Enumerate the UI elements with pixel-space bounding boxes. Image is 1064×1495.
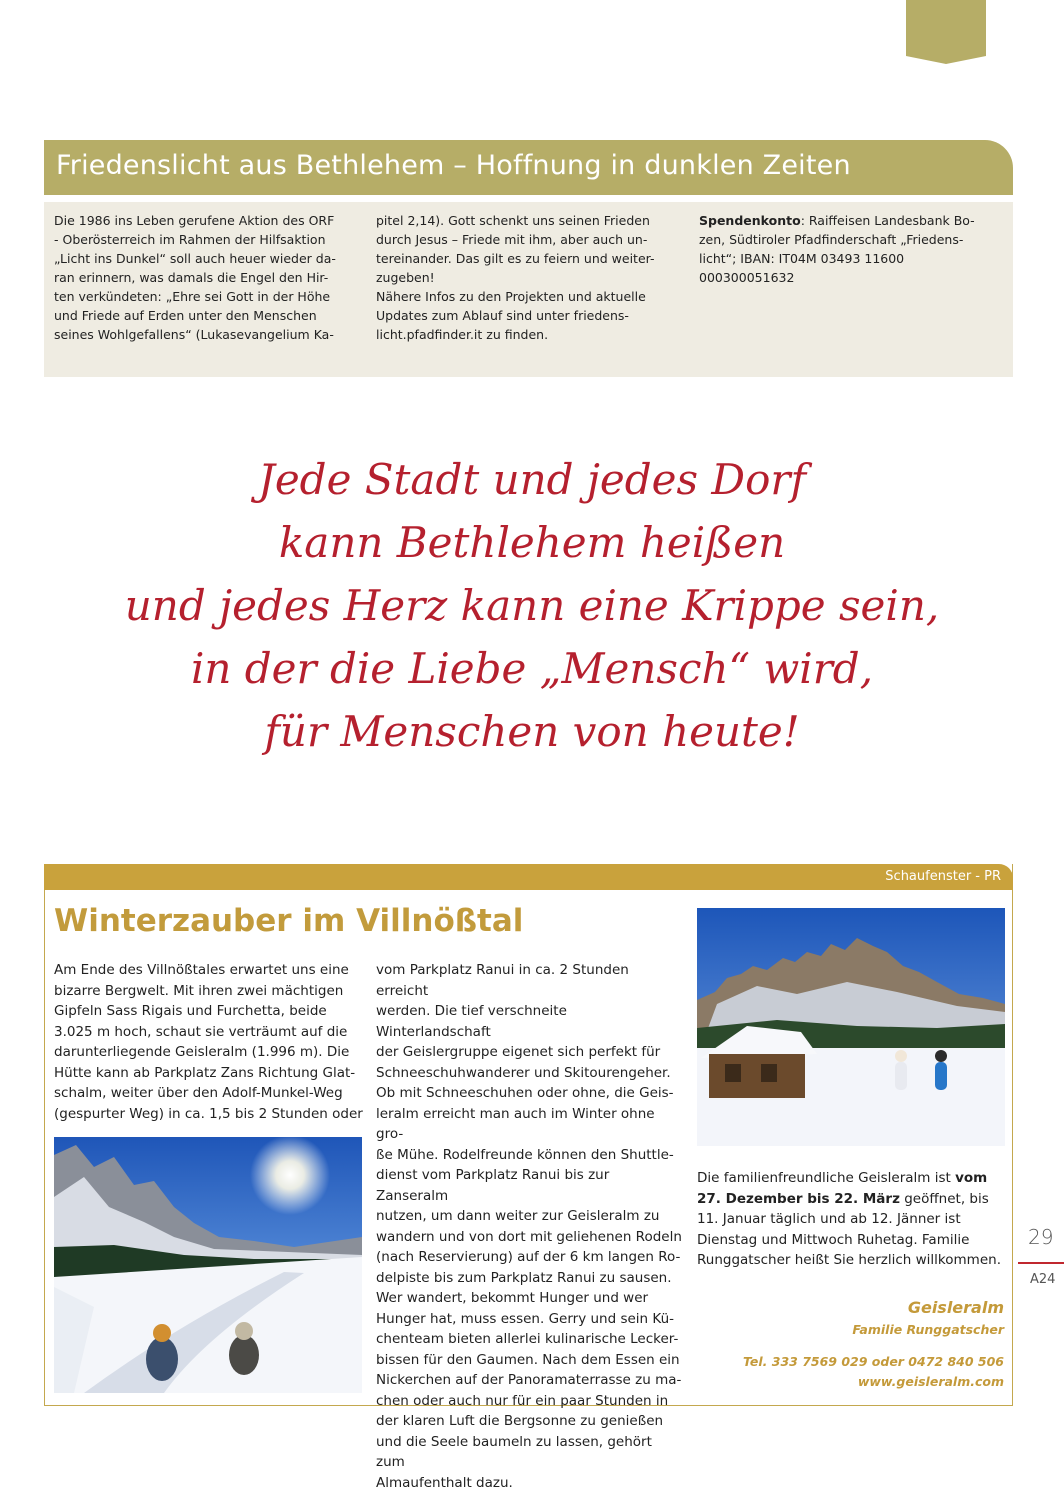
- text-line: Nickerchen auf der Panoramaterrasse zu ma-: [376, 1372, 682, 1388]
- text-line: [699, 211, 999, 230]
- text-line: licht“; IBAN: IT04M 03493 11600: [699, 251, 905, 266]
- section-header-friedenslicht: [44, 140, 1013, 195]
- text-line: leralm erreicht man auch im Winter ohne gro-: [376, 1105, 655, 1142]
- text-line: ße Mühe. Rodelfreunde können den Shuttle-: [376, 1146, 674, 1163]
- opening-dates: vom 27. Dezember bis 22. März: [697, 1170, 988, 1207]
- text-line: dienst vom Parkplatz Ranui bis zur Zanseralm: [376, 1167, 610, 1204]
- text-line: Am Ende des Villnößtales erwartet uns eine: [54, 962, 349, 978]
- contact-website: www.geisleralm.com: [857, 1374, 1004, 1389]
- text-line: 3.025 m hoch, schaut sie verträumt auf die: [54, 1023, 348, 1040]
- text-line: licht.pfadfinder.it zu finden.: [376, 327, 549, 342]
- text-line: - Oberösterreich im Rahmen der Hilfsaktion: [54, 232, 326, 247]
- text-line: Updates zum Ablauf sind unter friedens-: [376, 308, 629, 323]
- page-code: A24: [1030, 1272, 1056, 1287]
- text-line: bissen für den Gaumen. Nach dem Essen ein: [376, 1351, 680, 1368]
- text-line: zen, Südtiroler Pfadfinderschaft „Friedens-: [699, 232, 964, 247]
- text-line: (nach Reservierung) auf der 6 km langen Ro-: [376, 1249, 681, 1265]
- contact-family: Familie Runggatscher: [852, 1322, 1004, 1337]
- text-line: werden. Die tief verschneite Winterlandschaft: [376, 1003, 567, 1040]
- text-line: tereinander. Das gilt es zu feiern und weiter-: [376, 251, 655, 266]
- text-fragment: : Raiffeisen Landesbank Bo-: [800, 213, 975, 228]
- text-line: Nähere Infos zu den Projekten und aktuelle: [376, 289, 646, 304]
- article-column-2: [376, 960, 684, 1493]
- opening-hours-text: [697, 1168, 1007, 1271]
- text-line: darunterliegende Geisleralm (1.996 m). Die: [54, 1044, 350, 1060]
- text-line: und Friede auf Erden unter den Menschen: [54, 308, 317, 323]
- text-line: zugeben!: [376, 270, 435, 285]
- text-fragment: geöffnet, bis 11. Januar täglich und ab 12. Jänner ist Dienstag und Mittwoch Ruhetag. Familie Runggatscher heißt Sie herzlich willkommen.: [697, 1190, 1001, 1268]
- section-title: Friedenslicht aus Bethlehem – Hoffnung in dunklen Zeiten: [56, 150, 851, 181]
- text-line: Ob mit Schneeschuhen oder ohne, die Geis-: [376, 1085, 674, 1101]
- text-line: der Geislergruppe eigenet sich perfekt für: [376, 1044, 661, 1060]
- sledding-photo: [54, 1137, 362, 1393]
- corner-tab: [906, 0, 986, 64]
- advertisement-bar: [44, 864, 1013, 890]
- text-line: durch Jesus – Friede mit ihm, aber auch un-: [376, 232, 648, 247]
- text-line: und die Seele baumeln zu lassen, gehört zum: [376, 1433, 652, 1470]
- text-line: Gipfeln Sass Rigais und Furchetta, beide: [54, 1003, 327, 1019]
- text-line: Wer wandert, bekommt Hunger und wer: [376, 1290, 649, 1306]
- quote-line: für Menschen von heute!: [264, 707, 800, 756]
- text-column-1: [54, 211, 354, 344]
- text-line: nutzen, um dann weiter zur Geisleralm zu: [376, 1208, 660, 1224]
- text-line: (gespurter Weg) in ca. 1,5 bis 2 Stunden oder: [54, 1105, 363, 1122]
- friedenslicht-text-box: [44, 202, 1013, 377]
- page-number: 29: [1028, 1225, 1054, 1249]
- article-title: Winterzauber im Villnößtal: [54, 903, 524, 939]
- text-line: Die 1986 ins Leben gerufene Aktion des ORF: [54, 213, 335, 228]
- text-line: delpiste bis zum Parkplatz Ranui zu sausen.: [376, 1269, 672, 1286]
- contact-phone: Tel. 333 7569 029 oder 0472 840 506: [742, 1354, 1004, 1369]
- pr-tag: Schaufenster - PR: [885, 869, 1001, 884]
- text-line: ten verkündeten: „Ehre sei Gott in der Höhe: [54, 289, 331, 304]
- article-column-1: [54, 960, 364, 1124]
- quote-line: und jedes Herz kann eine Krippe sein,: [124, 581, 940, 630]
- text-line: chenteam bieten allerlei kulinarische Lecker-: [376, 1331, 679, 1347]
- contact-name: Geisleralm: [907, 1298, 1004, 1317]
- quote-line: kann Bethlehem heißen: [278, 518, 786, 567]
- text-line: Hunger hat, muss essen. Gerry und sein Kü-: [376, 1310, 674, 1327]
- text-line: [697, 1168, 1007, 1271]
- text-line: ran erinnern, was damals die Engel den Hir-: [54, 270, 329, 285]
- text-line: seines Wohlgefallens“ (Lukasevangelium Ka-: [54, 327, 334, 342]
- text-line: wandern und von dort mit geliehenen Rodeln: [376, 1228, 682, 1245]
- mountain-hut-photo: [697, 908, 1005, 1146]
- text-line: schalm, weiter über den Adolf-Munkel-Weg: [54, 1085, 343, 1101]
- text-line: vom Parkplatz Ranui in ca. 2 Stunden erreicht: [376, 962, 629, 999]
- text-column-2: [376, 211, 676, 344]
- text-column-3: [699, 211, 999, 287]
- text-line: 000300051632: [699, 270, 795, 285]
- text-line: pitel 2,14). Gott schenkt uns seinen Frieden: [376, 213, 650, 228]
- text-line: Schneeschuhwanderer und Skitourengeher.: [376, 1064, 671, 1081]
- text-line: Hütte kann ab Parkplatz Zans Richtung Glat-: [54, 1064, 356, 1081]
- text-line: der klaren Luft die Bergsonne zu genießen: [376, 1413, 664, 1429]
- christmas-quote: [40, 448, 1024, 763]
- text-line: bizarre Bergwelt. Mit ihren zwei mächtigen: [54, 982, 344, 999]
- quote-line: in der die Liebe „Mensch“ wird,: [190, 644, 874, 693]
- quote-line: Jede Stadt und jedes Dorf: [257, 455, 807, 504]
- text-line: „Licht ins Dunkel“ soll auch heuer wieder da-: [54, 251, 336, 266]
- text-line: Almaufenthalt dazu.: [376, 1474, 513, 1491]
- text-fragment: Die familienfreundliche Geisleralm ist: [697, 1170, 956, 1186]
- donation-label: Spendenkonto: [699, 213, 801, 228]
- text-line: chen oder auch nur für ein paar Stunden in: [376, 1392, 669, 1409]
- page-number-divider: [1018, 1262, 1064, 1264]
